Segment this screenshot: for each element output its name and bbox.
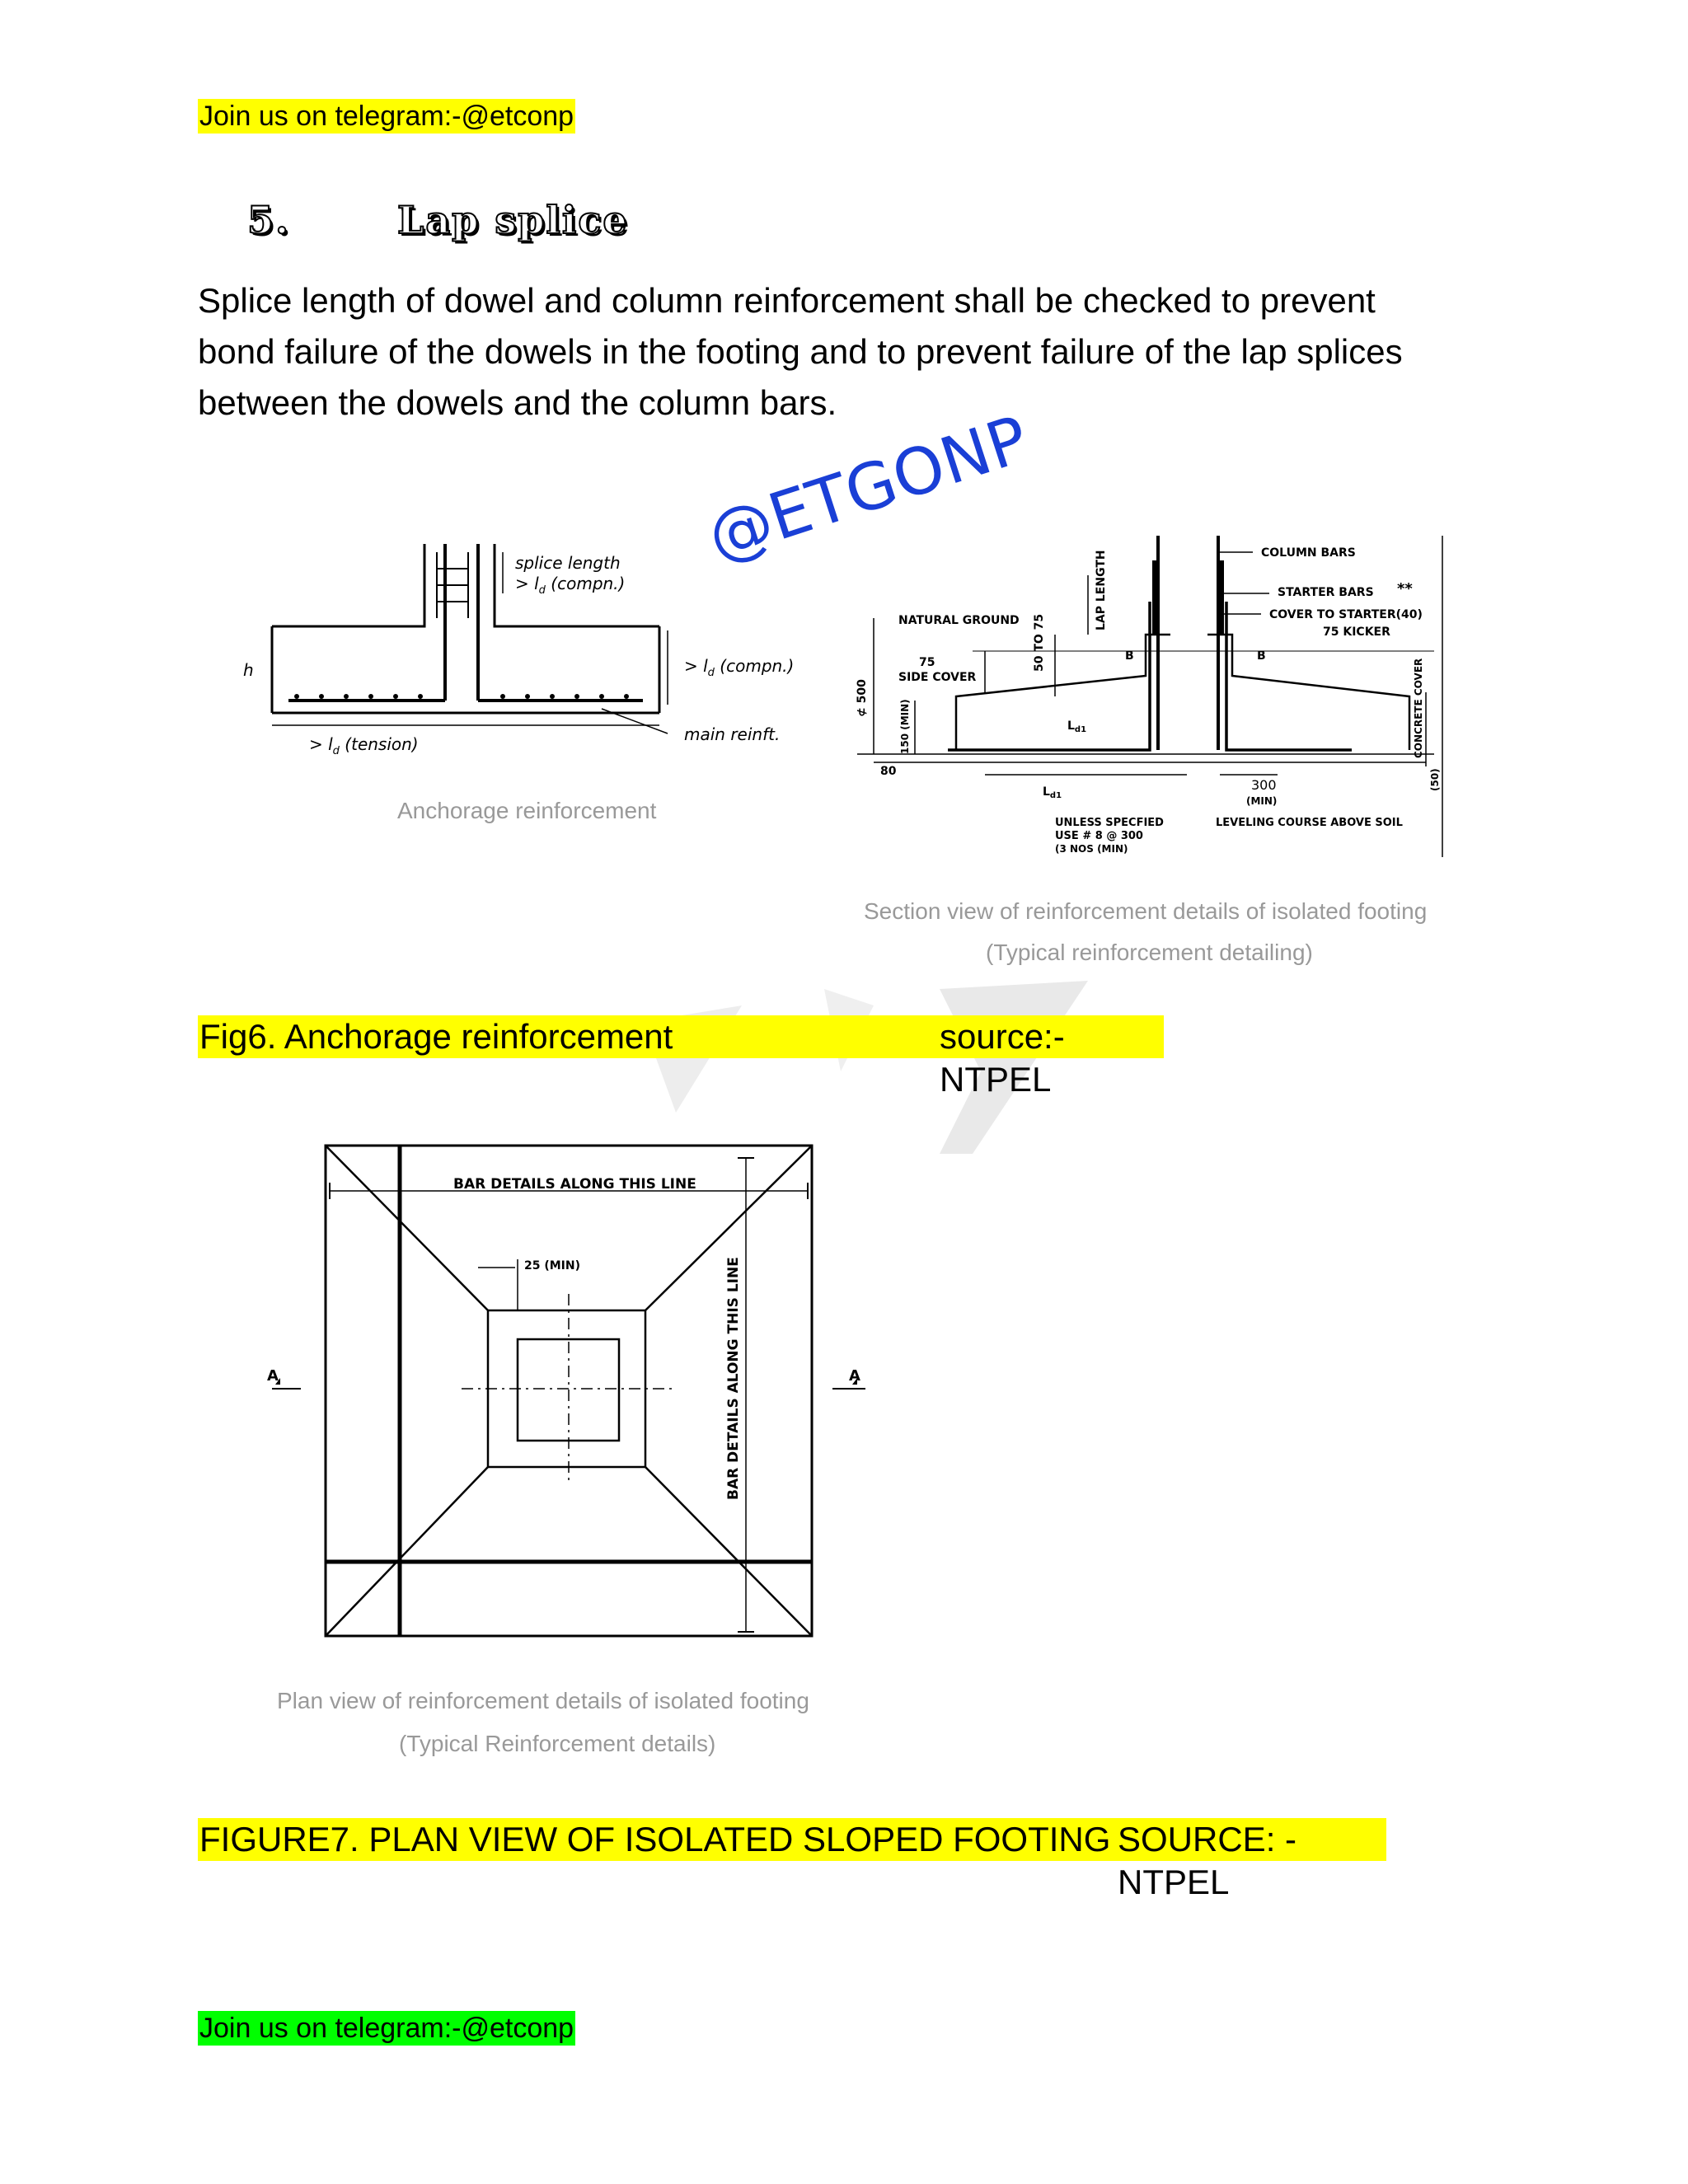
h-label: h [243,660,254,680]
plan-caption-line2: (Typical Reinforcement details) [399,1731,716,1756]
section-view-diagram [857,527,1451,874]
paragraph-line-3: between the dowels and the column bars. [198,383,837,422]
splice-length-label: splice length [515,553,621,573]
fig6-source: source:-NTPEL [940,1017,1065,1099]
section-a-right-label: A [849,1367,860,1385]
concrete-cover-label: CONCRETE COVER [1413,658,1424,758]
min25-label: 25 (MIN) [524,1259,581,1272]
b-label-left: B [1125,649,1134,663]
range-label: 50 TO 75 [1033,613,1046,672]
fig7-caption-bar [198,1818,1386,1901]
ld-tension-label: > $l_d$ (tension) [309,734,419,757]
plan-caption-line1: Plan view of reinforcement details of isolated footing [277,1688,809,1713]
nos-label: (3 NOS (MIN) [1055,843,1128,855]
use-bars-label: USE # 8 @ 300 [1055,830,1143,842]
telegram-header: Join us on telegram:-@etconp [199,101,574,132]
fig7-title: FIGURE7. PLAN VIEW OF ISOLATED SLOPED FOOTING [199,1820,1111,1858]
section-a-left-label: A [267,1367,279,1385]
paragraph-line-2: bond failure of the dowels in the footing and to prevent failure of the lap splices [198,332,1403,371]
section-number: 5. [247,198,291,242]
telegram-footer: Join us on telegram:-@etconp [199,2013,574,2044]
dim50-label: (50) [1429,768,1441,791]
ld-compn-label: > $l_d$ (compn.) [684,656,795,679]
side-cover-num: 75 [919,656,935,669]
watermark-text: @ETGONP [699,402,1038,576]
splice-ld-label: > $l_d$ (compn.) [515,574,626,597]
bar-details-horizontal-label: BAR DETAILS ALONG THIS LINE [453,1176,696,1193]
cover-to-starter-label: COVER TO STARTER(40) [1269,608,1423,621]
kicker-label: 75 KICKER [1323,626,1390,639]
lap-length-label: LAP LENGTH [1095,550,1108,630]
ld1-label-upper: $L_{d1}$ [1067,719,1087,734]
main-reinf-label: main reinft. [684,724,781,744]
fig7-source: SOURCE: - NTPEL [1118,1820,1297,1901]
anchorage-caption: Anchorage reinforcement [397,798,657,823]
column-bars-label: COLUMN BARS [1261,546,1356,560]
min-label: (MIN) [1246,795,1278,807]
ld1-label-lower: $L_{d1}$ [1043,785,1062,800]
unless-specified-label: UNLESS SPECFIED [1055,817,1164,829]
starter-bars-label: STARTER BARS [1278,586,1374,599]
section-caption-line2: (Typical reinforcement detailing) [986,940,1313,965]
leveling-course-label: LEVELING COURSE ABOVE SOIL [1216,817,1403,829]
plan-view-diagram [256,1137,890,1648]
fig6-title: Fig6. Anchorage reinforcement [199,1017,673,1056]
b-label-right: B [1257,649,1266,663]
starter-mark: ** [1397,580,1413,598]
bar-details-vertical-label: BAR DETAILS ALONG THIS LINE [725,1257,742,1500]
min150-label: 150 (MIN) [899,699,911,754]
body-paragraph [198,275,1550,429]
dim300-label: 300 [1251,777,1277,793]
dim80-label: 80 [880,765,897,778]
section-caption-line1: Section view of reinforcement details of isolated footing [864,898,1428,924]
paragraph-line-1: Splice length of dowel and column reinforcement shall be checked to prevent [198,281,1376,320]
natural-ground-label: NATURAL GROUND [898,614,1020,627]
section-title: Lap splice [397,198,629,242]
fig6-caption-bar [198,1015,1164,1099]
side-cover-label: SIDE COVER [898,671,977,684]
depth-label: ⊄ 500 [856,679,869,717]
